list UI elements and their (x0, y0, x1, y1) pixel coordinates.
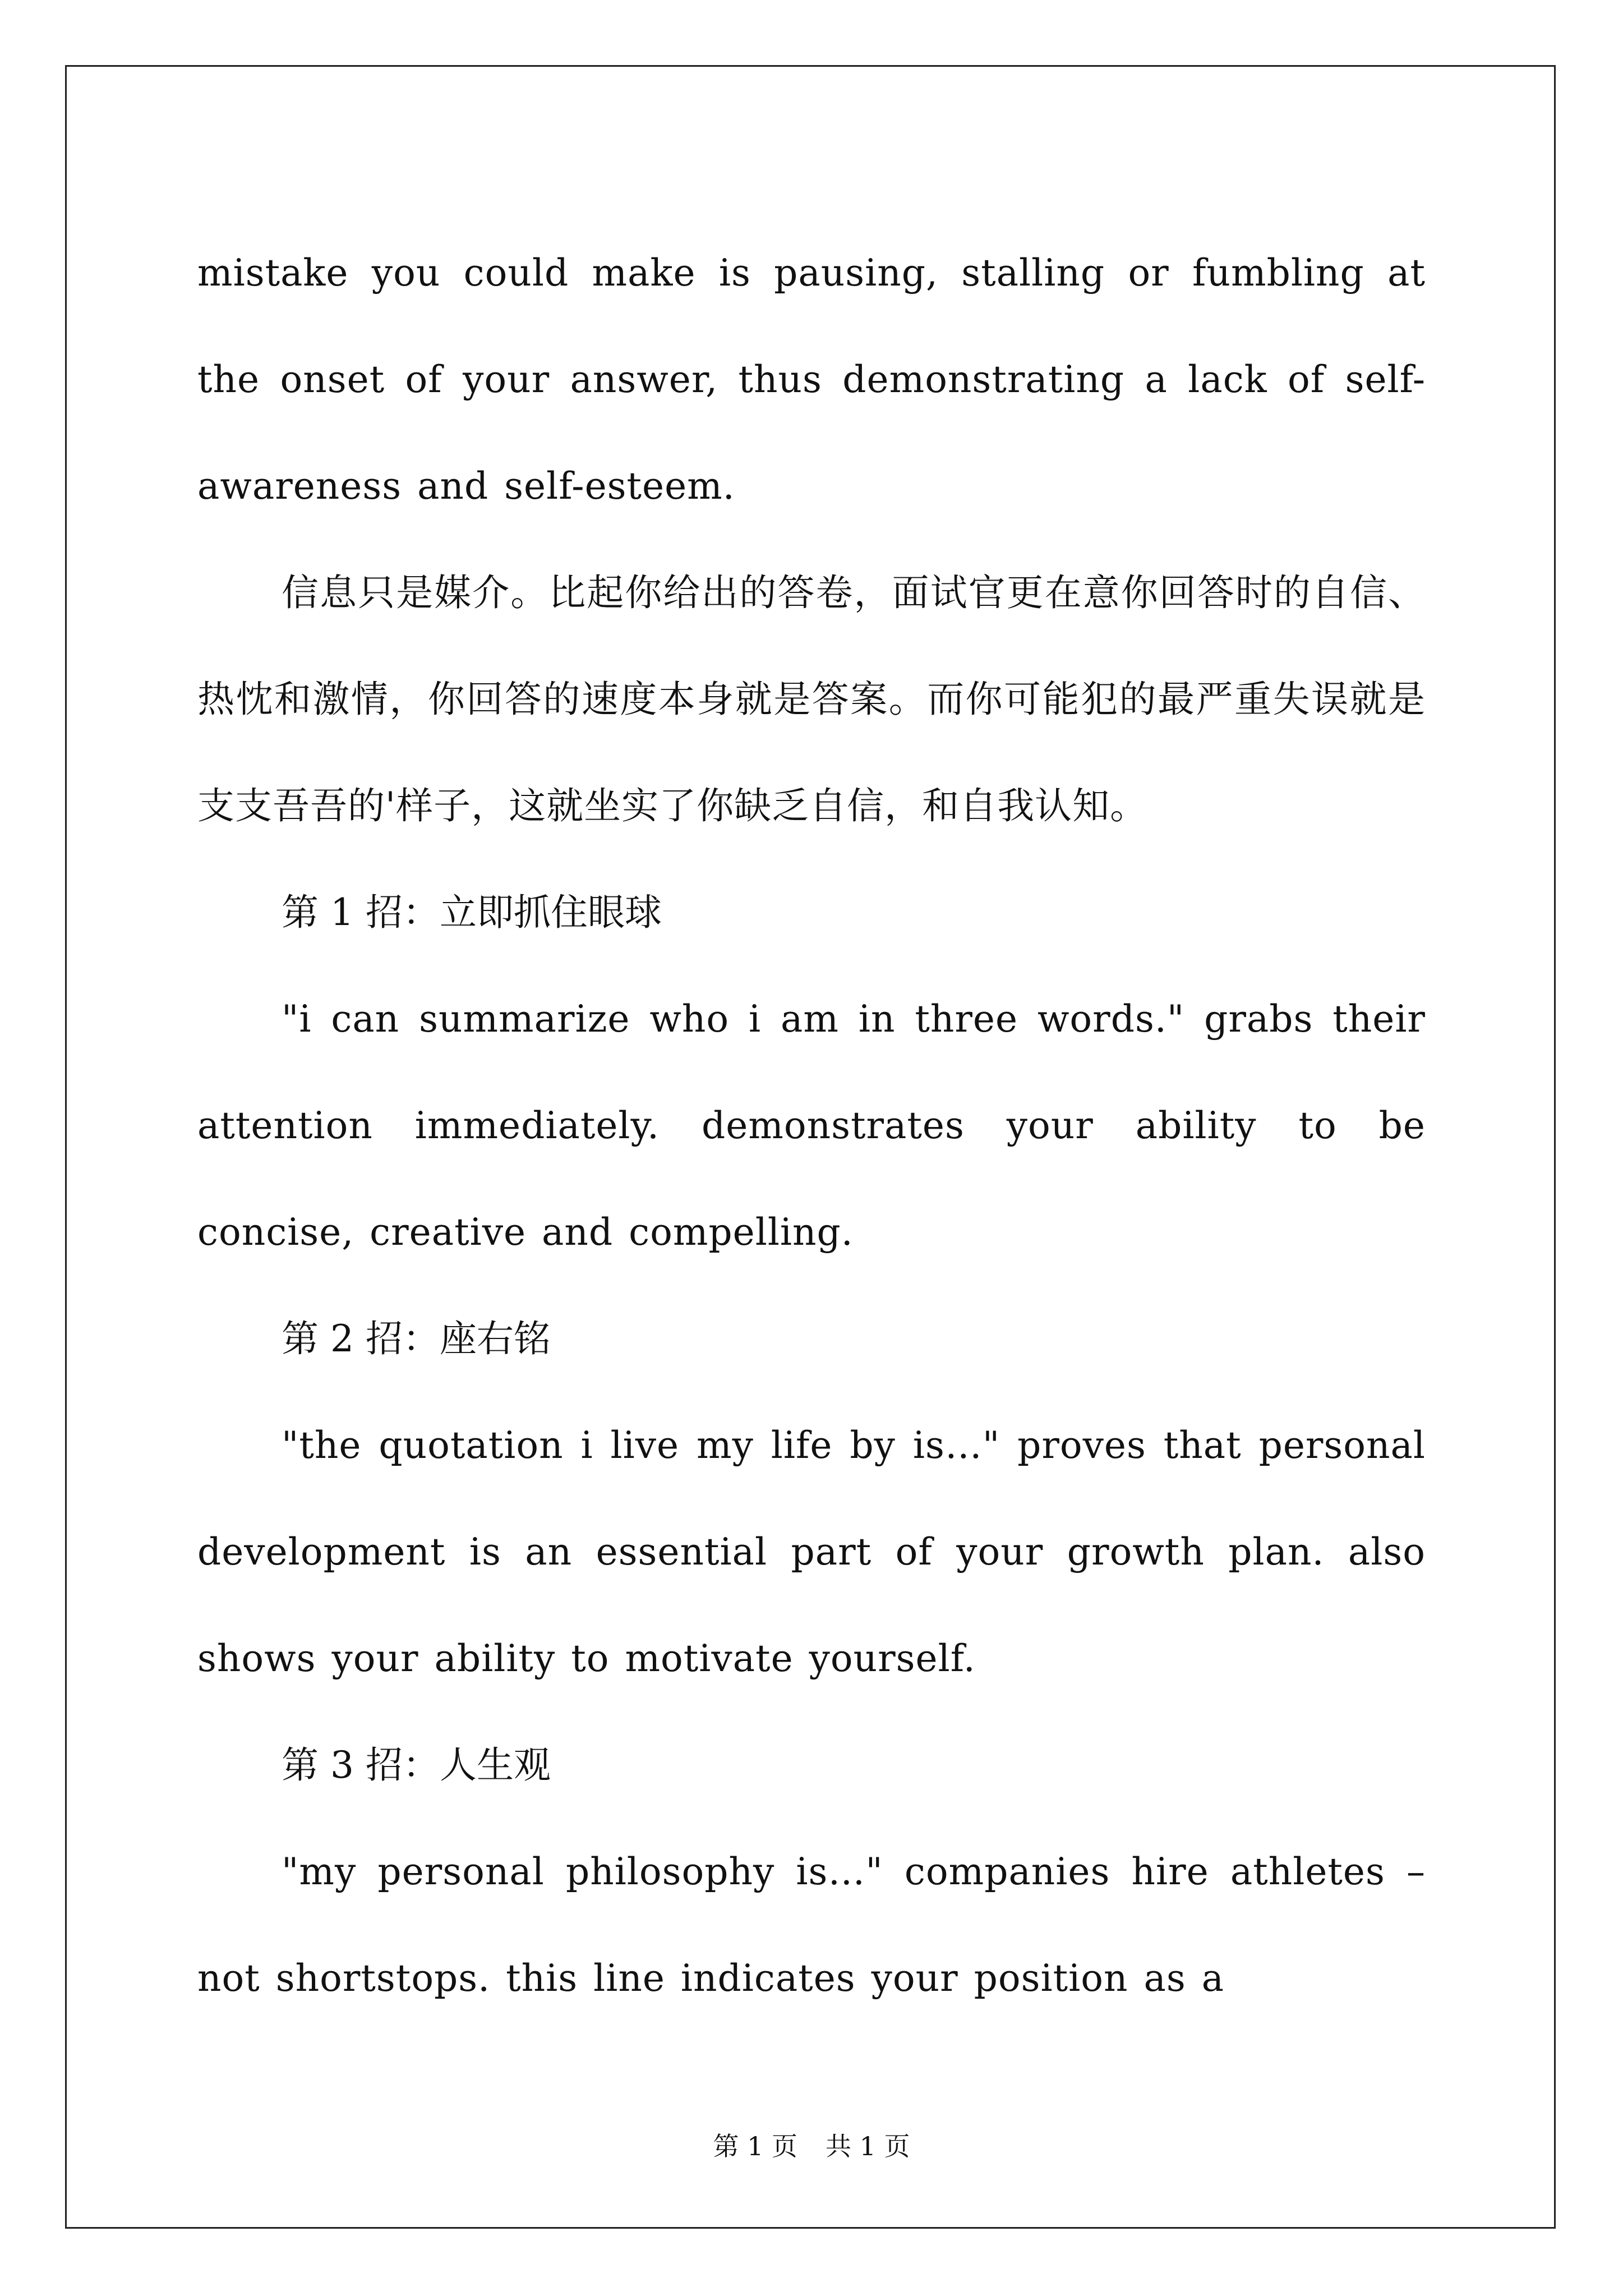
paragraph-tip-1: "i can summarize who i am in three words." grabs their attention immediately. demonstrates your ability to be concise, creative and compelling. (197, 997, 1426, 1254)
section-heading-tip-2: 第 2 招：座右铭 (282, 1317, 551, 1360)
paragraph-english-intro: mistake you could make is pausing, stalling or fumbling at the onset of your answer, thus demonstrating a lack of self-awareness and self-esteem. (197, 251, 1426, 508)
paragraph-chinese-summary: 信息只是媒介。比起你给出的答卷，面试官更在意你回答时的自信、热忱和激情，你回答的速度本身就是答案。而你可能犯的最严重失误就是支支吾吾的'样子，这就坐实了你缺乏自信，和自我认知。 (197, 571, 1426, 827)
page-number-label: 第 1 页 (713, 2131, 797, 2161)
page-total-label: 共 1 页 (826, 2131, 910, 2161)
section-heading-tip-3: 第 3 招：人生观 (282, 1743, 551, 1787)
page-footer (0, 2126, 1623, 2163)
paragraph-tip-3: "my personal philosophy is…" companies hire athletes – not shortstops. this line indicates your position as a (197, 1850, 1426, 2000)
document-body (197, 220, 1426, 2032)
paragraph-tip-2: "the quotation i live my life by is…" proves that personal development is an essential part of your growth plan. also shows your ability to motivate yourself. (197, 1424, 1426, 1680)
section-heading-tip-1: 第 1 招：立即抓住眼球 (282, 891, 662, 934)
